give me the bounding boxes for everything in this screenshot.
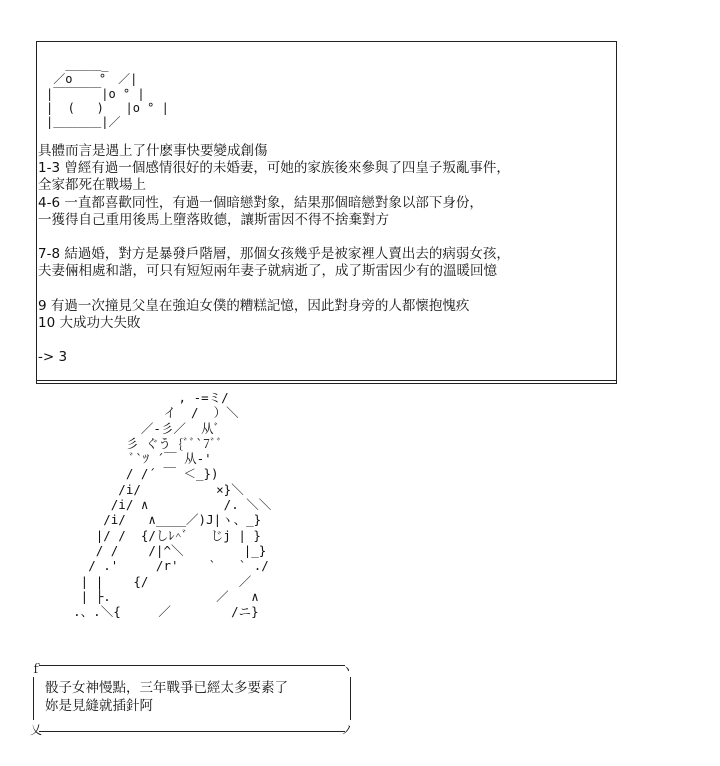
- character-ascii-art: , -=ミ/ イ / ）＼ ／-彡／ 从ﾞ 彡 ぐう {ﾞﾞ`7ﾞﾞ ﾞ`ﾂ ´￣ 从-' / /´ ￣ ＜_}) /i/ ×}＼ /i/ ∧ /. ＼＼ /i/ ∧____／)J|ヽ、_} |/ / {/しﾚ^ﾞ じj | } / / /|^＼ |_} / .' /r' ` ` ./ | | {/ ／ | ├. ／ ∧ .、.＼{ ／ /ニ}: [73, 390, 272, 620]
- option-7-8-line-2: 夫妻倆相處和諧，可只有短短兩年妻子就病逝了，成了斯雷因少有的溫暖回憶: [38, 263, 497, 280]
- option-1-3-line-1: 1-3 曾經有過一個感情很好的未婚妻，可她的家族後來參與了四皇子叛亂事件，: [38, 160, 510, 177]
- intro-line: 具體而言是遇上了什麽事快要變成創傷: [38, 143, 268, 159]
- speech-bubble: [30, 662, 353, 737]
- box-top-border: [37, 41, 616, 42]
- bubble-line-2: 妳是見縫就插針阿: [45, 697, 153, 714]
- box-bottom-border-inner: [37, 380, 616, 381]
- option-4-6-line-2: 一獲得自己重用後馬上墮落敗德，讓斯雷因不得不捨棄對方: [38, 211, 389, 228]
- option-10-line: 10 大成功大失敗: [38, 314, 141, 331]
- option-9-line: 9 有過一次撞見父皇在強迫女僕的糟糕記憶，因此對身旁的人都懷抱愧疚: [38, 297, 470, 314]
- bubble-text: [45, 680, 288, 715]
- bubble-corner-br: ノ: [340, 723, 353, 737]
- bubble-left-border: [33, 677, 34, 720]
- bubble-corner-tl: ｆ: [30, 662, 43, 676]
- bubble-right-border: [350, 677, 351, 720]
- option-4-6-line-1: 4-6 一直都喜歡同性，有過一個暗戀對象，結果那個暗戀對象以部下身份，: [38, 194, 483, 211]
- dice-result-list: [38, 143, 510, 366]
- spacer-line: [38, 281, 510, 298]
- spacer-line: [38, 229, 510, 246]
- option-7-8-line-1: 7-8 結過婚，對方是暴發戶階層，那個女孩幾乎是被家裡人賣出去的病弱女孩，: [38, 246, 510, 263]
- bubble-corner-tr: ヽ: [340, 662, 353, 676]
- bubble-top-border: [39, 665, 345, 666]
- box-bottom-border-outer: [37, 383, 616, 384]
- bubble-line-1: 骰子女神慢點，三年戰爭已經太多要素了: [45, 680, 288, 696]
- dice-ascii-art: ＿＿＿_ ／o ° ／| |￣￣￣￣|o ° | | ( ) |o ° | |＿＿＿＿|／: [46, 58, 169, 130]
- dice-result-line: -> 3: [38, 349, 68, 366]
- bubble-bottom-border: [39, 731, 345, 732]
- option-1-3-line-2: 全家都死在戰場上: [38, 177, 146, 194]
- spacer-line: [38, 332, 510, 349]
- bubble-corner-bl: 乂: [30, 723, 43, 737]
